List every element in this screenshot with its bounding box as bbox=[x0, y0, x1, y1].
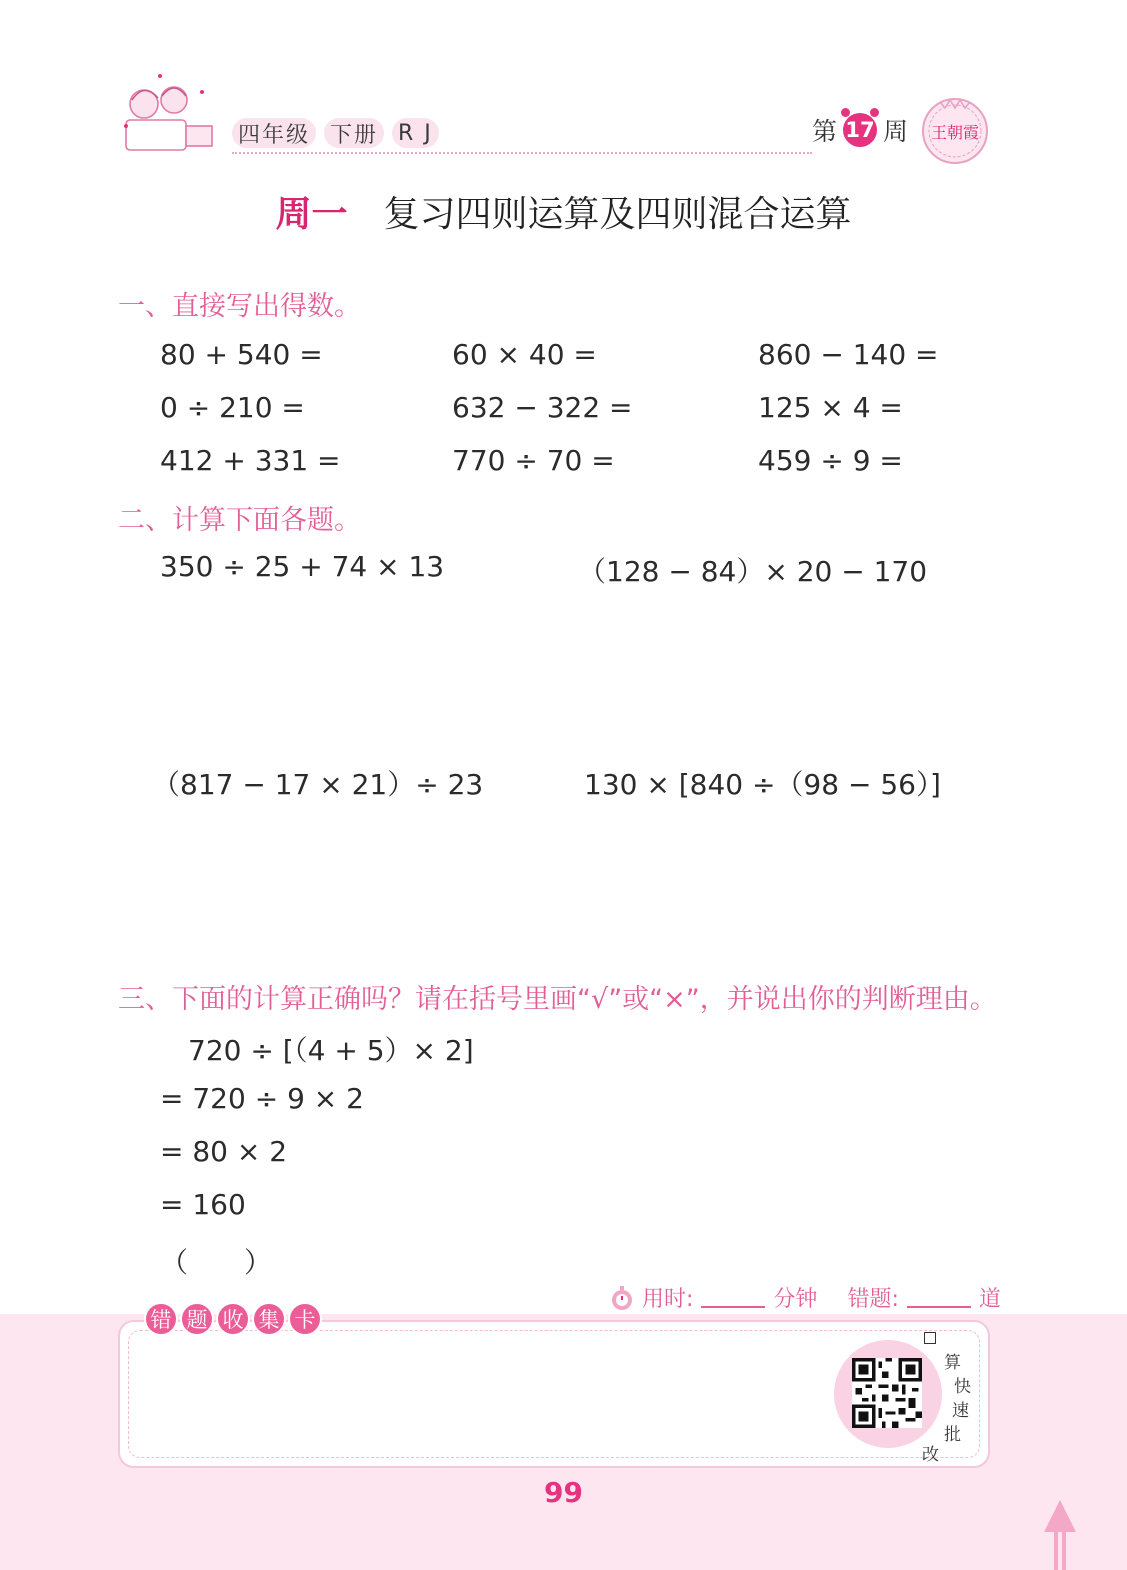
card-title-char: 集 bbox=[252, 1302, 286, 1336]
qr-caption-char: 改 bbox=[922, 1445, 939, 1465]
time-input[interactable] bbox=[701, 1288, 765, 1308]
mistake-card-title bbox=[144, 1302, 322, 1336]
oral-problem: 459 ÷ 9 = bbox=[758, 444, 903, 477]
time-unit: 分钟 bbox=[773, 1287, 818, 1312]
worked-step: 720 ÷ [（4 + 5）× 2] bbox=[188, 1034, 474, 1067]
card-title-char: 卡 bbox=[288, 1302, 322, 1336]
page-title bbox=[0, 186, 1127, 237]
edition-pill: R J bbox=[392, 118, 439, 148]
children-illustration bbox=[116, 72, 220, 158]
qr-caption-char: 速 bbox=[952, 1401, 969, 1421]
qr-caption-char: 批 bbox=[944, 1425, 961, 1445]
qr-caption-char: 算 bbox=[944, 1353, 961, 1373]
worked-step: = 720 ÷ 9 × 2 bbox=[160, 1082, 364, 1115]
worked-step: = 160 bbox=[160, 1188, 246, 1221]
error-unit: 道 bbox=[978, 1287, 1001, 1312]
section3-heading: 三、下面的计算正确吗？请在括号里画“√”或“×”，并说出你的判断理由。 bbox=[118, 984, 997, 1015]
oral-problem: 860 − 140 = bbox=[758, 338, 939, 371]
oral-problem: 770 ÷ 70 = bbox=[452, 444, 615, 477]
card-title-char: 题 bbox=[180, 1302, 214, 1336]
week-number-badge: 17 bbox=[843, 113, 877, 147]
seal-text: 王朝霞 bbox=[930, 123, 980, 142]
stopwatch-icon bbox=[608, 1284, 636, 1312]
oral-problem: 632 − 322 = bbox=[452, 391, 633, 424]
calc-problem: （817 − 17 × 21）÷ 23 bbox=[152, 768, 484, 801]
scan-checkbox[interactable] bbox=[924, 1332, 936, 1344]
oral-problem: 125 × 4 = bbox=[758, 391, 903, 424]
brand-seal bbox=[918, 92, 992, 166]
qr-code-icon[interactable] bbox=[852, 1358, 922, 1428]
week-prefix: 第 bbox=[812, 117, 838, 146]
oral-problem: 60 × 40 = bbox=[452, 338, 597, 371]
grade-label-group bbox=[232, 118, 439, 148]
card-title-char: 错 bbox=[144, 1302, 178, 1336]
time-label: 用时: bbox=[642, 1287, 694, 1312]
oral-problem: 0 ÷ 210 = bbox=[160, 391, 305, 424]
page-number: 99 bbox=[544, 1476, 583, 1509]
volume-pill: 下册 bbox=[324, 118, 384, 148]
judgement-answer-bracket[interactable]: （ ） bbox=[160, 1246, 273, 1279]
week-suffix: 周 bbox=[883, 117, 909, 146]
timing-record bbox=[608, 1282, 1001, 1313]
week-indicator bbox=[812, 112, 908, 148]
error-count-input[interactable] bbox=[907, 1288, 971, 1308]
calc-problem: 350 ÷ 25 + 74 × 13 bbox=[160, 550, 445, 583]
card-title-char: 收 bbox=[216, 1302, 250, 1336]
error-label: 错题: bbox=[847, 1287, 899, 1312]
oral-problem: 412 + 331 = bbox=[160, 444, 341, 477]
worked-step: = 80 × 2 bbox=[160, 1135, 288, 1168]
oral-problem: 80 + 540 = bbox=[160, 338, 323, 371]
title-day: 周一 bbox=[275, 194, 348, 235]
up-arrow-decoration bbox=[1040, 1498, 1080, 1570]
calc-problem: 130 × [840 ÷（98 − 56）] bbox=[584, 768, 941, 801]
section1-heading: 一、直接写出得数。 bbox=[118, 291, 361, 322]
grade-pill: 四年级 bbox=[232, 118, 316, 148]
header-divider bbox=[232, 152, 812, 154]
calc-problem: （128 − 84）× 20 − 170 bbox=[578, 555, 928, 588]
qr-caption-char: 快 bbox=[954, 1377, 971, 1397]
section2-heading: 二、计算下面各题。 bbox=[118, 505, 361, 536]
title-topic: 复习四则运算及四则混合运算 bbox=[383, 194, 852, 235]
